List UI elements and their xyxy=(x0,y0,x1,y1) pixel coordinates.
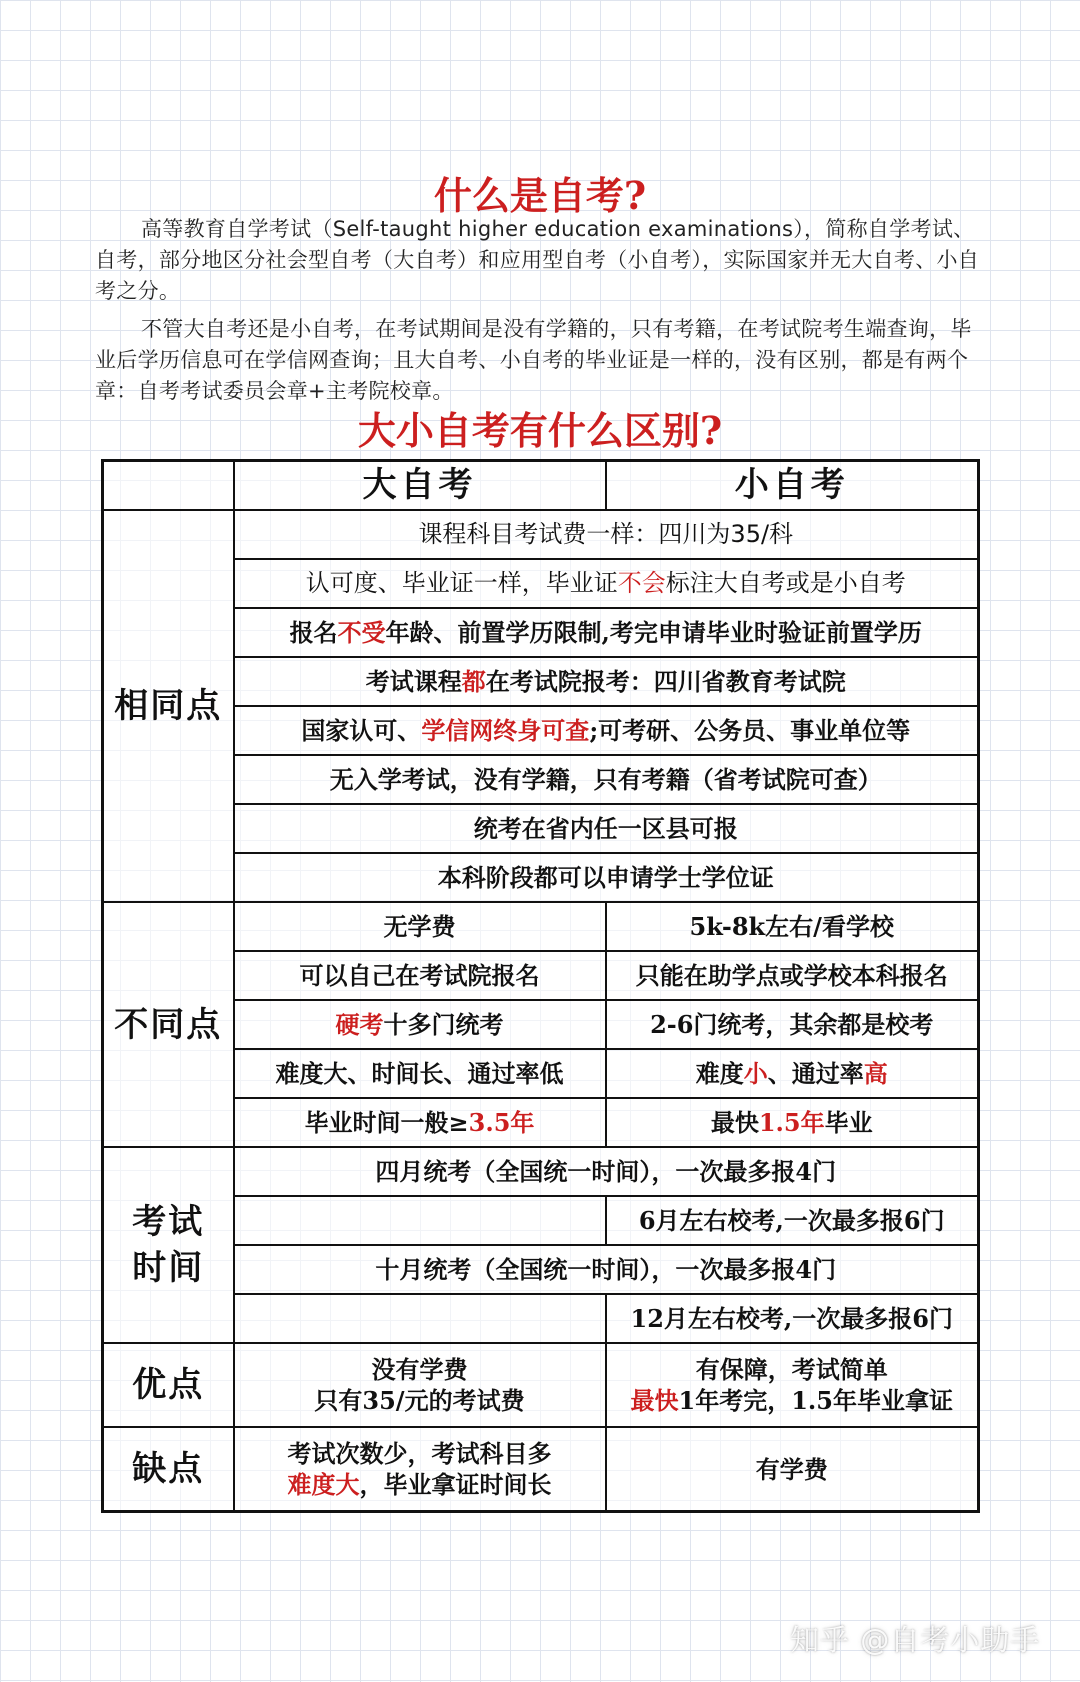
time-small-cell: 6月左右校考,一次最多报6门 xyxy=(606,1196,979,1245)
time-merged-cell: 四月统考（全国统一时间），一次最多报4门 xyxy=(234,1147,979,1196)
comparison-table xyxy=(101,459,980,1513)
time-small-cell: 12月左右校考,一次最多报6门 xyxy=(606,1294,979,1343)
intro-paragraph-2: 不管大自考还是小自考，在考试期间是没有学籍的，只有考籍，在考试院考生端查询，毕业后学历信息可在学信网查询；且大自考、小自考的毕业证是一样的，没有区别，都是有两个章：自考考试委员会章+主考院校章。 xyxy=(95,317,972,403)
row-label-time: 考试 时间 xyxy=(103,1147,234,1343)
diff-big-cell: 无学费 xyxy=(234,902,606,951)
cons-small-cell: 有学费 xyxy=(606,1427,979,1512)
intro-paragraph-1: 高等教育自学考试（Self-taught higher education examinations），简称自学考试、自考，部分地区分社会型自考（大自考）和应用型自考（小自考），实际国家并无大自考、小自考之分。 xyxy=(95,217,980,303)
table-row xyxy=(103,1294,979,1343)
table-row xyxy=(103,1049,979,1098)
table-row xyxy=(103,804,979,853)
diff-big-cell: 可以自己在考试院报名 xyxy=(234,951,606,1000)
same-cell: 国家认可、学信网终身可查;可考研、公务员、事业单位等 xyxy=(234,706,979,755)
same-cell: 无入学考试，没有学籍，只有考籍（省考试院可查） xyxy=(234,755,979,804)
header-small-exam: 小自考 xyxy=(606,461,979,511)
diff-big-cell: 难度大、时间长、通过率低 xyxy=(234,1049,606,1098)
diff-small-cell: 难度小、通过率高 xyxy=(606,1049,979,1098)
header-corner-cell xyxy=(103,461,234,511)
table-row xyxy=(103,755,979,804)
row-label-cons: 缺点 xyxy=(103,1427,234,1512)
table-row xyxy=(103,706,979,755)
cons-big-cell: 考试次数少，考试科目多 难度大，毕业拿证时间长 xyxy=(234,1427,606,1512)
row-label-diff: 不同点 xyxy=(103,902,234,1147)
time-big-cell xyxy=(234,1196,606,1245)
table-row xyxy=(103,510,979,559)
same-cell: 本科阶段都可以申请学士学位证 xyxy=(234,853,979,902)
table-row xyxy=(103,1343,979,1427)
table-row xyxy=(103,902,979,951)
page-title: 什么是自考? xyxy=(433,173,647,218)
table-header-row xyxy=(103,461,979,511)
table-row xyxy=(103,1000,979,1049)
table-row xyxy=(103,559,979,608)
table-row xyxy=(103,1147,979,1196)
same-cell: 考试课程都在考试院报考：四川省教育考试院 xyxy=(234,657,979,706)
table-row xyxy=(103,1427,979,1512)
row-label-same: 相同点 xyxy=(103,510,234,902)
diff-small-cell: 最快1.5年毕业 xyxy=(606,1098,979,1147)
header-big-exam: 大自考 xyxy=(234,461,606,511)
table-row xyxy=(103,657,979,706)
watermark: 知乎 @自考小助手 xyxy=(790,1623,1041,1657)
section-title: 大小自考有什么区别? xyxy=(357,408,723,453)
time-merged-cell: 十月统考（全国统一时间），一次最多报4门 xyxy=(234,1245,979,1294)
table-row xyxy=(103,1098,979,1147)
table-row xyxy=(103,1245,979,1294)
same-cell: 报名不受年龄、前置学历限制,考完申请毕业时验证前置学历 xyxy=(234,608,979,657)
table-row xyxy=(103,951,979,1000)
table-row xyxy=(103,608,979,657)
diff-small-cell: 5k-8k左右/看学校 xyxy=(606,902,979,951)
same-cell: 统考在省内任一区县可报 xyxy=(234,804,979,853)
diff-small-cell: 只能在助学点或学校本科报名 xyxy=(606,951,979,1000)
diff-big-cell: 硬考十多门统考 xyxy=(234,1000,606,1049)
pros-small-cell: 有保障，考试简单 最快1年考完，1.5年毕业拿证 xyxy=(606,1343,979,1427)
same-cell: 认可度、毕业证一样，毕业证不会标注大自考或是小自考 xyxy=(234,559,979,608)
time-big-cell xyxy=(234,1294,606,1343)
same-cell: 课程科目考试费一样：四川为35/科 xyxy=(234,510,979,559)
pros-big-cell: 没有学费 只有35/元的考试费 xyxy=(234,1343,606,1427)
diff-small-cell: 2-6门统考，其余都是校考 xyxy=(606,1000,979,1049)
diff-big-cell: 毕业时间一般≥3.5年 xyxy=(234,1098,606,1147)
table-row xyxy=(103,1196,979,1245)
table-row xyxy=(103,853,979,902)
row-label-pros: 优点 xyxy=(103,1343,234,1427)
